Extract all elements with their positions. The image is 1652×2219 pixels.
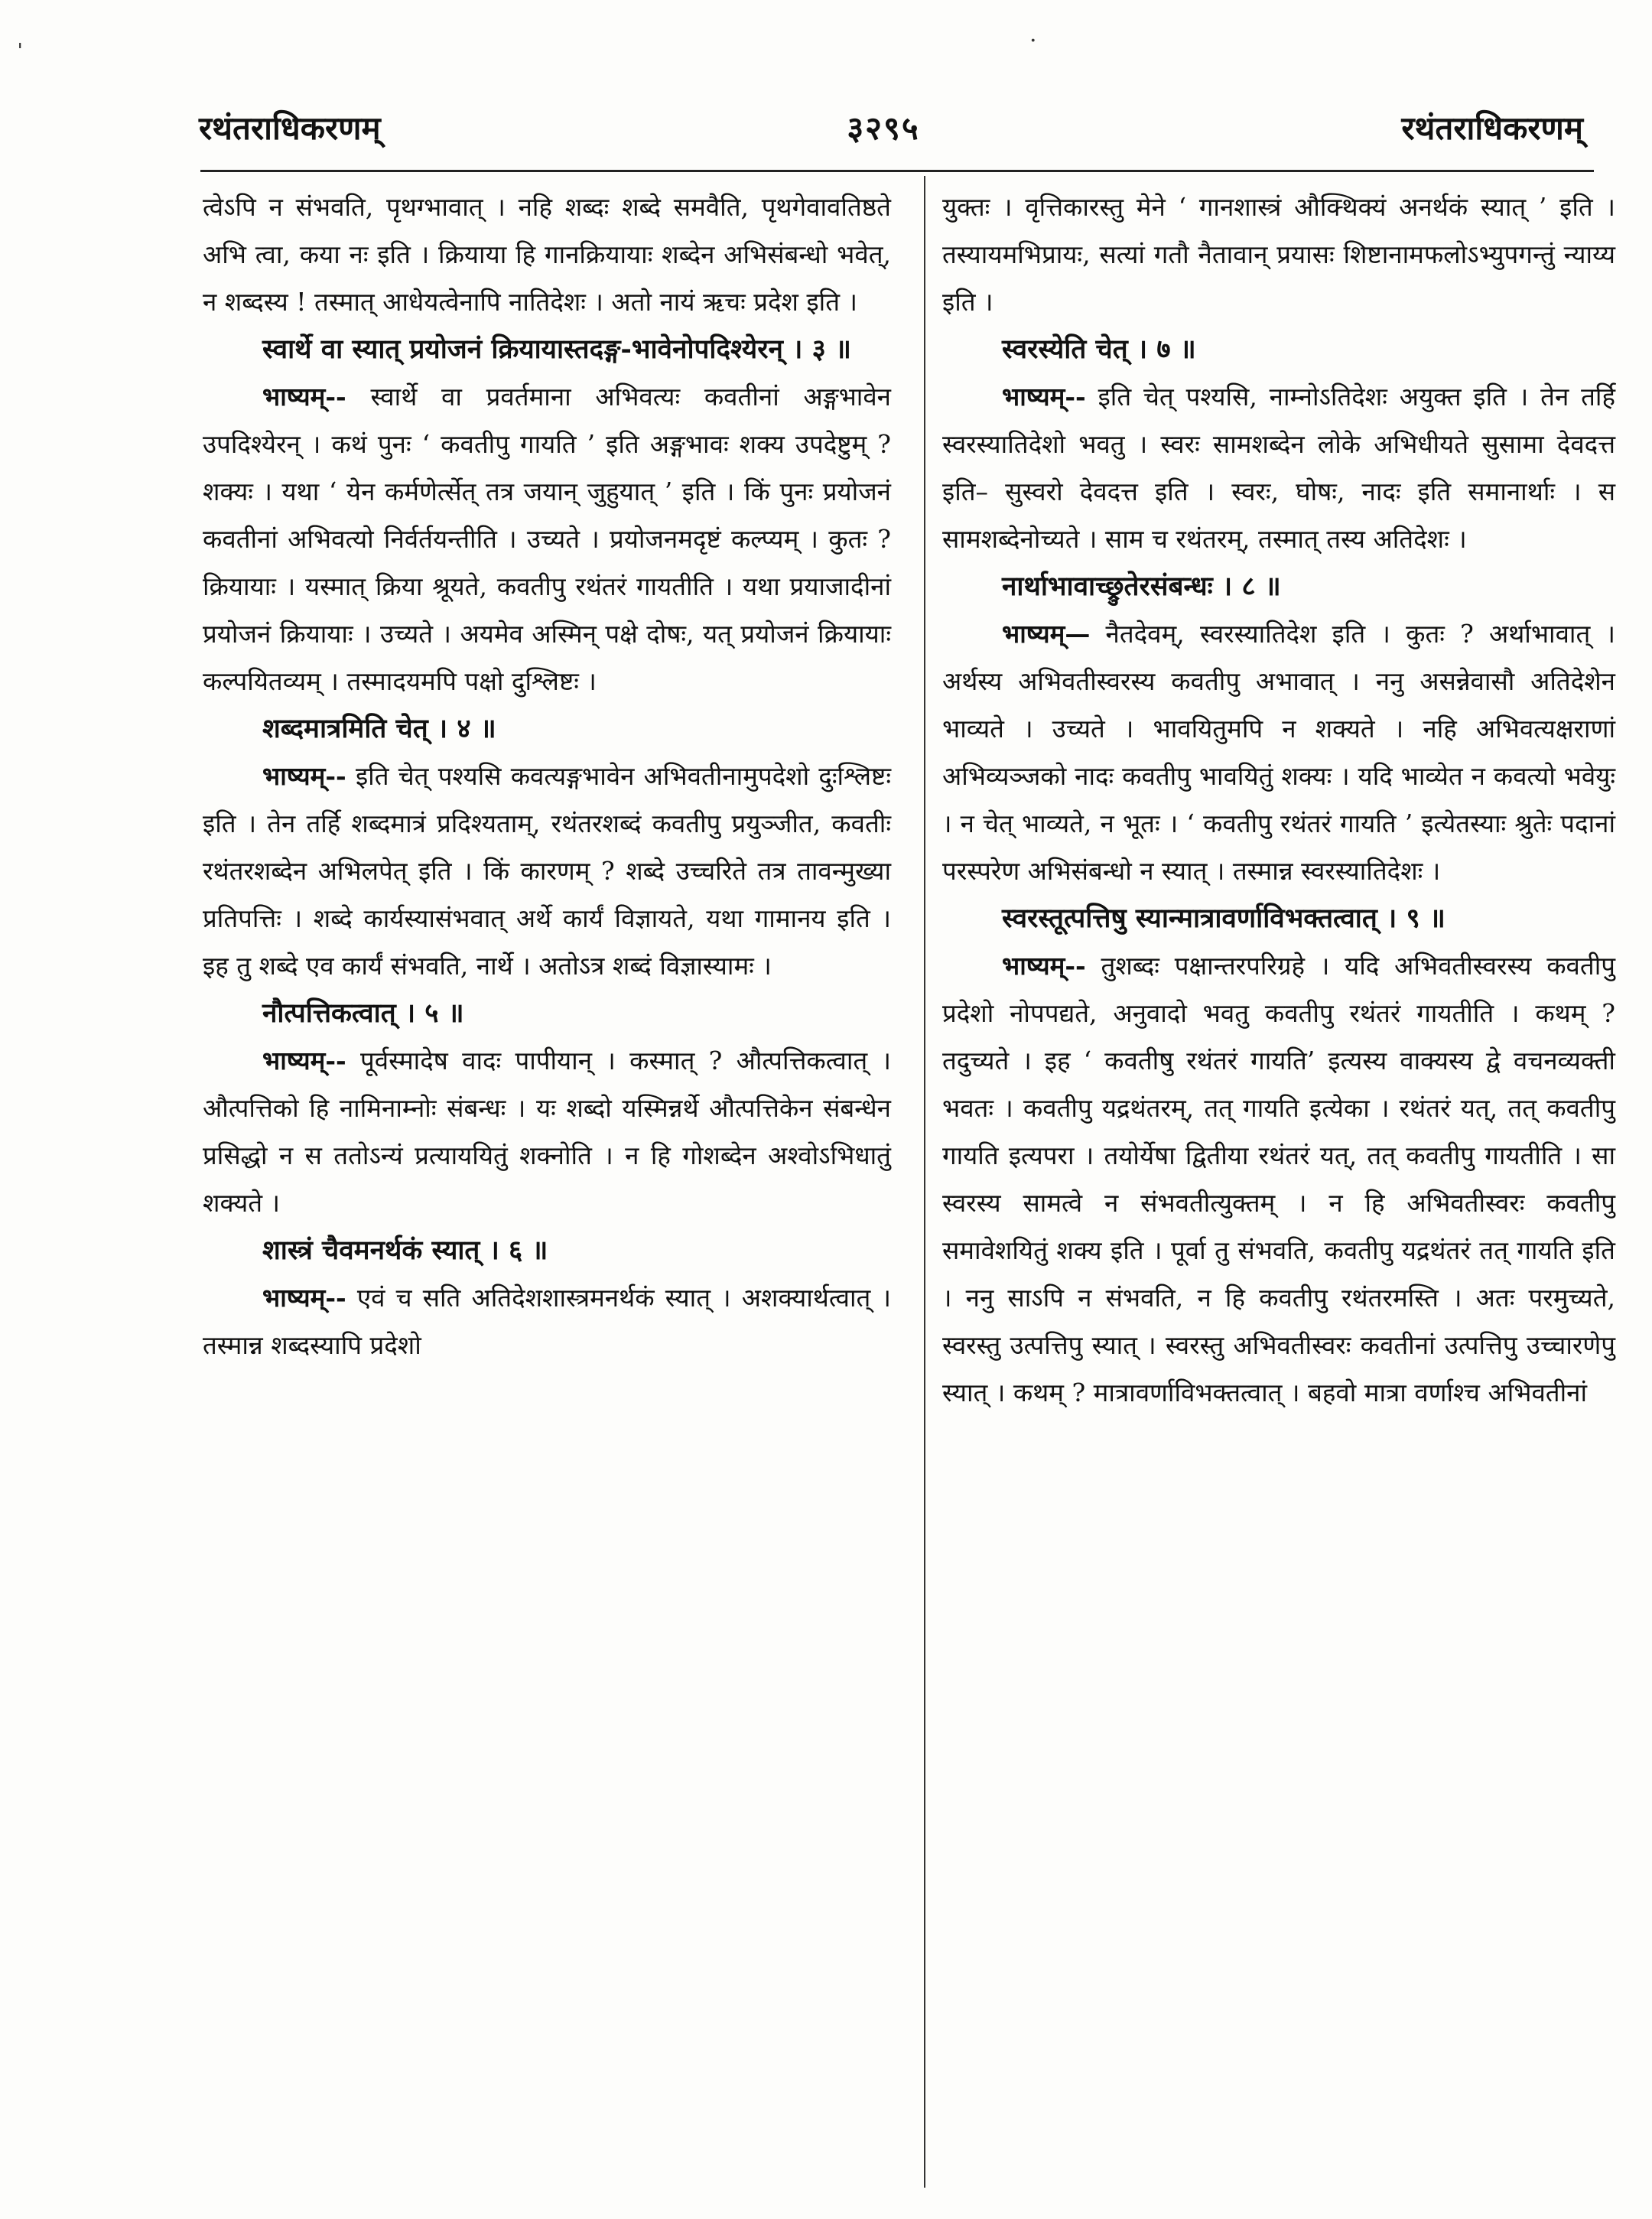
bhashya-3-text: स्वार्थे वा प्रवर्तमाना अभिवत्यः कवतीनां अङ्गभावेन उपदिश्येरन् । कथं पुनः ‘ कवतीपु गायति ’ इति अङ्गभावः शक्य उपदेष्टुम् ? शक्यः । यथा ‘ येन कर्मणेर्त्सेत् तत्र जयान् जुहुयात् ’ इति । किं पुनः प्रयोजनं कवतीनां अभिवत्यो निर्वर्तयन्तीति । उच्यते । प्रयोजनमदृष्टं कल्प्यम् । कुतः ? क्रियायाः । यस्मात् क्रिया श्रूयते, कवतीपु रथंतरं गायतीति । यथा प्रयाजादीनां प्रयोजनं क्रियायाः । उच्यते । अयमेव अस्मिन् पक्षे दोषः, यत् प्रयोजनं क्रियायाः कल्पयितव्यम् । तस्मादयमपि पक्षो दुश्लिष्टः । bbox=[203, 382, 891, 696]
bhashya-5-text: पूर्वस्मादेष वादः पापीयान् । कस्मात् ? औत्पत्तिकत्वात् । औत्पत्तिको हि नामिनाम्नोः संबन्धः । यः शब्दो यस्मिन्नर्थे औत्पत्तिकेन संबन्धेन प्रसिद्धो न स ततोऽन्यं प्रत्याययितुं शक्नोति । न हि गोशब्देन अश्वोऽभिधातुं शक्यते । bbox=[203, 1046, 891, 1218]
bhashya-5 bbox=[203, 1037, 891, 1227]
margin-tick-mark: ˈ bbox=[17, 40, 24, 67]
header-rule bbox=[200, 170, 1594, 172]
bhashya-9 bbox=[942, 942, 1615, 1417]
sutra-6: शास्त्रं चैवमनर्थकं स्यात् । ६ ॥ bbox=[262, 1235, 548, 1266]
bhashya-label: भाष्यम्-- bbox=[1002, 382, 1086, 412]
sutra-3: स्वार्थे वा स्यात् प्रयोजनं क्रियायास्तदङ्ग-भावेनोपदिश्येरन् । ३ ॥ bbox=[262, 334, 851, 365]
right-column bbox=[942, 184, 1615, 1417]
sutra-5: नौत्पत्तिकत्वात् । ५ ॥ bbox=[262, 997, 464, 1029]
column-divider bbox=[924, 176, 925, 2188]
bhashya-3 bbox=[203, 373, 891, 705]
sutra-4: शब्दमात्रमिति चेत् । ४ ॥ bbox=[262, 713, 496, 744]
bhashya-8-text: नैतदेवम्, स्वरस्यातिदेश इति । कुतः ? अर्थाभावात् । अर्थस्य अभिवतीस्वरस्य कवतीपु अभावात् । ननु असन्नेवासौ अतिदेशेन भाव्यते । उच्यते । भावयितुमपि न शक्यते । नहि अभिवत्यक्षराणां अभिव्यञ्जको नादः कवतीपु भावयितुं शक्यः । यदि भाव्येत न कवत्यो भवेयुः । न चेत् भाव्यते, न भूतः । ‘ कवतीपु रथंतरं गायति ’ इत्येतस्याः श्रुतेः पदानां परस्परेण अभिसंबन्धो न स्यात् । तस्मान्न स्वरस्यातिदेशः । bbox=[942, 619, 1615, 886]
bhashya-label: भाष्यम्-- bbox=[1002, 951, 1086, 981]
bhashya-4-text: इति चेत् पश्यसि कवत्यङ्गभावेन अभिवतीनामुपदेशो दुःश्लिष्टः इति । तेन तर्हि शब्दमात्रं प्रदिश्यताम्, रथंतरशब्दं कवतीपु प्रयुञ्जीत, कवतीः रथंतरशब्देन अभिलपेत् इति । किं कारणम् ? शब्दे उच्चरिते तत्र तावन्मुख्या प्रतिपत्तिः । शब्दे कार्यस्यासंभवात् अर्थे कार्यं विज्ञायते, यथा गामानय इति । इह तु शब्दे एव कार्यं संभवति, नार्थे । अतोऽत्र शब्दं विज्ञास्यामः । bbox=[203, 761, 891, 981]
header-left-title: रथंतराधिकरणम् bbox=[199, 109, 381, 147]
bhashya-label: भाष्यम्-- bbox=[262, 1046, 346, 1075]
bhashya-8 bbox=[942, 610, 1615, 895]
margin-dot-mark: · bbox=[1029, 28, 1037, 54]
bhashya-label: भाष्यम्-- bbox=[262, 761, 346, 791]
right-paragraph-1: युक्तः । वृत्तिकारस्तु मेने ‘ गानशास्त्रं औक्थिक्यं अनर्थकं स्यात् ’ इति । तस्यायमभिप्रायः, सत्यां गतौ नैतावान् प्रयासः शिष्टानामफलोऽभ्युपगन्तुं न्याय्य इति । bbox=[942, 192, 1615, 317]
bhashya-7 bbox=[942, 373, 1615, 563]
bhashya-label: भाष्यम्— bbox=[1002, 619, 1091, 649]
sutra-7: स्वरस्येति चेत् । ७ ॥ bbox=[1002, 334, 1196, 365]
header-right-title: रथंतराधिकरणम् bbox=[1401, 109, 1583, 147]
running-header bbox=[184, 106, 1583, 151]
bhashya-4 bbox=[203, 753, 891, 990]
sutra-9: स्वरस्तूत्पत्तिषु स्यान्मात्रावर्णाविभक्तत्वात् । ९ ॥ bbox=[1002, 903, 1446, 934]
bhashya-label: भाष्यम्-- bbox=[262, 382, 346, 412]
page-number: ३२९५ bbox=[847, 109, 920, 147]
left-column bbox=[203, 184, 891, 1369]
bhashya-6 bbox=[203, 1274, 891, 1369]
bhashya-label: भाष्यम्-- bbox=[262, 1283, 346, 1313]
bhashya-7-text: इति चेत् पश्यसि, नाम्नोऽतिदेशः अयुक्त इति । तेन तर्हि स्वरस्यातिदेशो भवतु । स्वरः सामशब्देन लोके अभिधीयते सुसामा देवदत्त इति– सुस्वरो देवदत्त इति । स्वरः, घोषः, नादः इति समानार्थाः । स सामशब्देनोच्यते । साम च रथंतरम्, तस्मात् तस्य अतिदेशः । bbox=[942, 382, 1615, 554]
left-paragraph-1: त्वेऽपि न संभवति, पृथग्भावात् । नहि शब्दः शब्दे समवैति, पृथगेवावतिष्ठते अभि त्वा, कया नः इति । क्रियाया हि गानक्रियायाः शब्देन अभिसंबन्धो भवेत्, न शब्दस्य ! तस्मात् आधेयत्वेनापि नातिदेशः । अतो नायं ऋचः प्रदेश इति । bbox=[203, 192, 891, 317]
bhashya-9-text: तुशब्दः पक्षान्तरपरिग्रहे । यदि अभिवतीस्वरस्य कवतीपु प्रदेशो नोपपद्यते, अनुवादो भवतु कवतीपु रथंतरं गायतीति । कथम् ? तदुच्यते । इह ‘ कवतीषु रथंतरं गायति’ इत्यस्य वाक्यस्य द्वे वचनव्यक्ती भवतः । कवतीपु यद्रथंतरम्, तत् गायति इत्येका । रथंतरं यत्, तत् कवतीपु गायति इत्यपरा । तयोर्येषा द्वितीया रथंतरं यत्, तत् कवतीपु गायतीति । सा स्वरस्य सामत्वे न संभवतीत्युक्तम् । न हि अभिवतीस्वरः कवतीपु समावेशयितुं शक्य इति । पूर्वा तु संभवति, कवतीपु यद्रथंतरं तत् गायति इति । ननु साऽपि न संभवति, न हि कवतीपु रथंतरमस्ति । अतः परमुच्यते, स्वरस्तु उत्पत्तिपु स्यात् । स्वरस्तु अभिवतीस्वरः कवतीनां उत्पत्तिपु उच्चारणेपु स्यात् । कथम् ? मात्रावर्णाविभक्तत्वात् । बहवो मात्रा वर्णाश्च अभिवतीनां bbox=[942, 951, 1615, 1407]
sutra-8: नार्थाभावाच्छ्रुतेरसंबन्धः । ८ ॥ bbox=[1002, 571, 1281, 602]
bhashya-6-text: एवं च सति अतिदेशशास्त्रमनर्थकं स्यात् । अशक्यार्थत्वात् । तस्मान्न शब्दस्यापि प्रदेशो bbox=[203, 1283, 891, 1360]
